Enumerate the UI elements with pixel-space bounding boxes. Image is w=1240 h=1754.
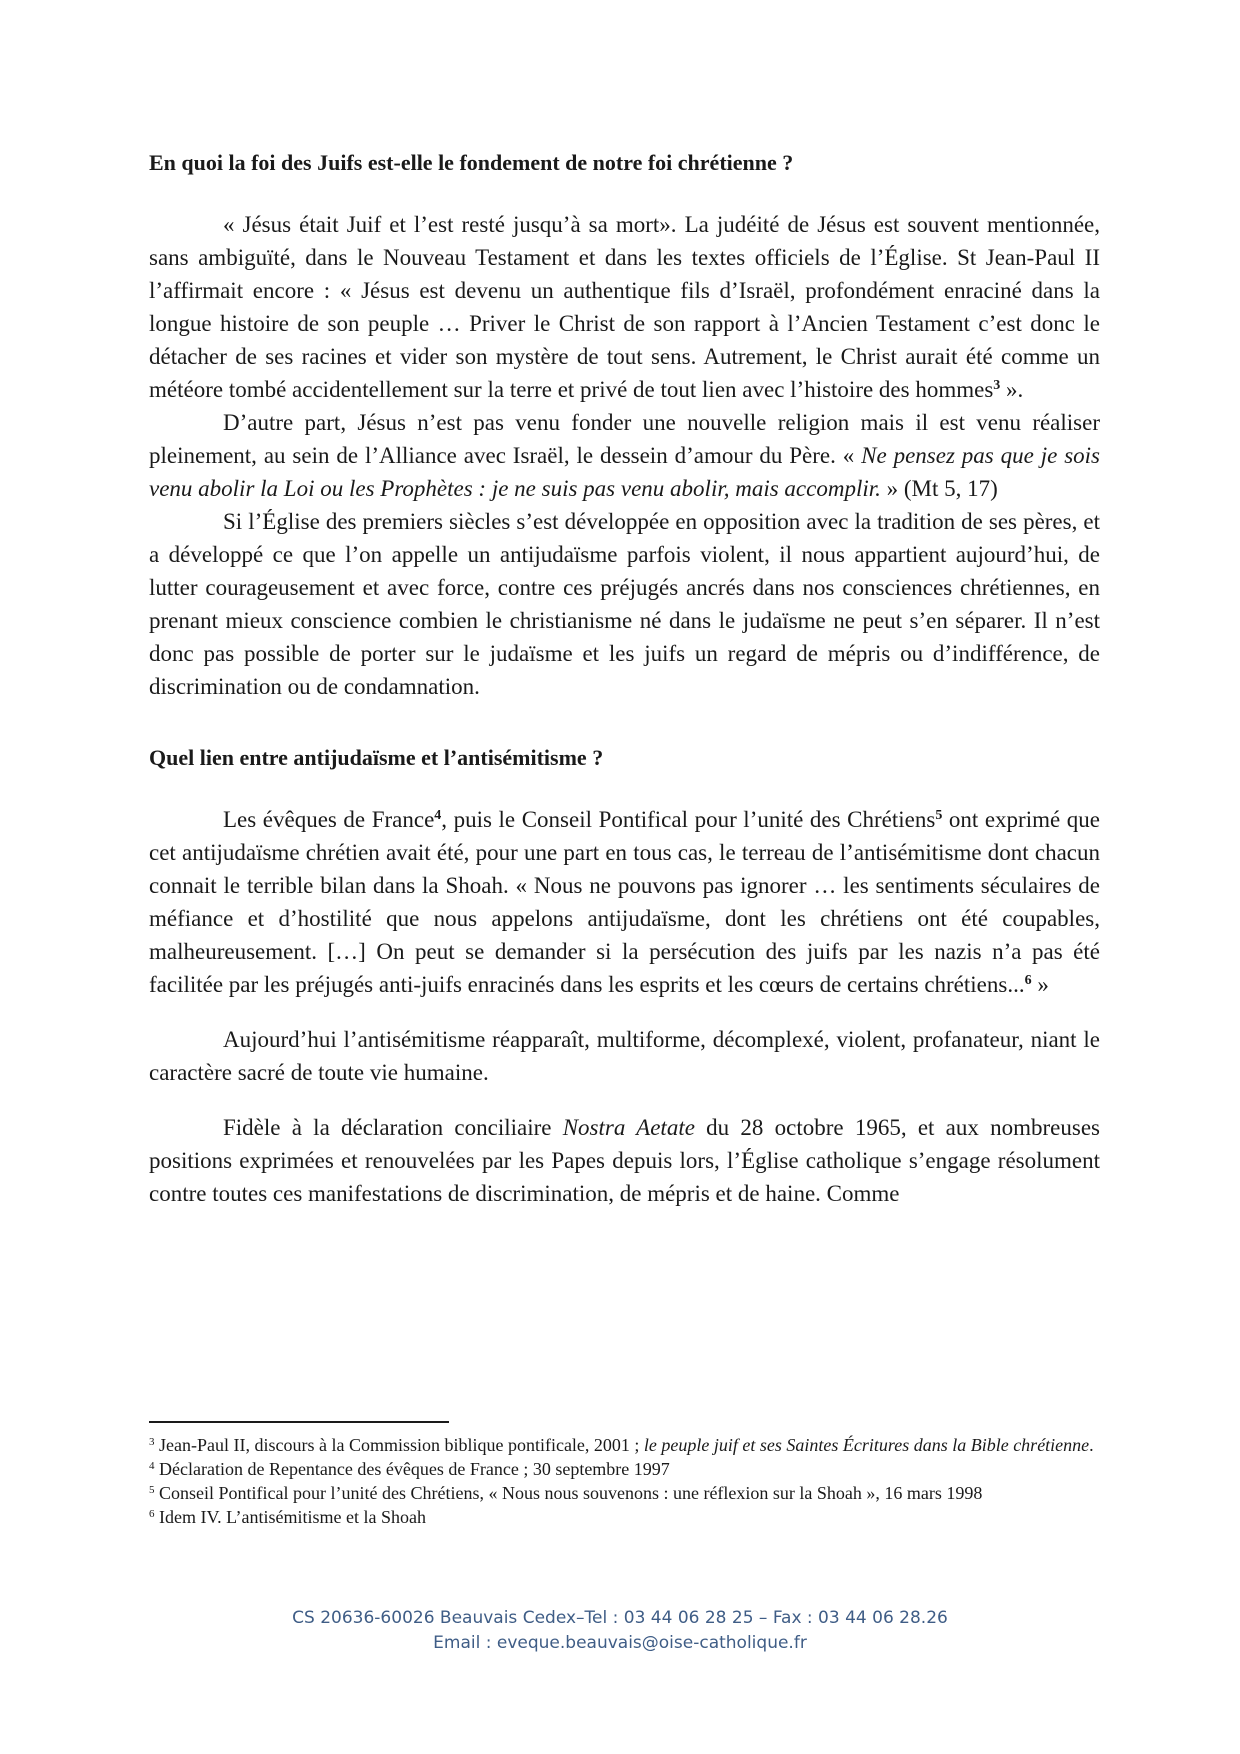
footnote-5: $^5$ Conseil Pontifical pour l’unité des Chrétiens, « Nous nous souvenons : une réflexion sur la Shoah », 16 mars 1998 (149, 1483, 983, 1503)
spacer (149, 703, 1100, 743)
footnote-3: $^3$ Jean-Paul II, discours à la Commission biblique pontificale, 2001 ; le peuple juif et ses Saintes Écritures dans la Bible chrétienne. (149, 1435, 1094, 1455)
section-heading-foi-des-juifs: En quoi la foi des Juifs est-elle le fondement de notre foi chrétienne ? (149, 150, 794, 175)
spacer (149, 773, 1100, 803)
footnote-ref[interactable]: 4 (434, 808, 442, 823)
footnote-ref[interactable]: 5 (935, 808, 943, 823)
footnote-separator (149, 1421, 449, 1423)
page-footer (0, 1606, 1240, 1656)
footnote-4: $^4$ Déclaration de Repentance des évêques de France ; 30 septembre 1997 (149, 1459, 670, 1479)
scripture-quote: Ne pensez pas que je sois venu abolir la Loi ou les Prophètes : je ne suis pas venu abolir, mais accomplir. (149, 443, 1100, 501)
footnote-6: $^6$ Idem IV. L’antisémitisme et la Shoah (149, 1507, 426, 1527)
paragraph: « Jésus était Juif et l’est resté jusqu’à sa mort». La judéité de Jésus est souvent mentionnée, sans ambiguïté, dans le Nouveau Testament et dans les textes officiels de l’Église. St Jean-Paul II l’affirmait encore : « Jésus est devenu un authentique fils d’Israël, profondément enraciné dans la longue histoire de son peuple … Priver le Christ de son rapport à l’Ancien Testament c’est donc le détacher de ses racines et vider son mystère de tout sens. Autrement, le Christ aurait été comme un météore tombé accidentellement sur la terre et privé de tout lien avec l’histoire des hommes$^3$ ». (149, 212, 1100, 402)
footnote-ref[interactable]: 3 (993, 378, 1001, 393)
footer-address: CS 20636-60026 Beauvais Cedex–Tel : 03 44 06 28 25 – Fax : 03 44 06 28.26 (292, 1608, 948, 1628)
spacer (149, 1089, 1100, 1111)
paragraph: Fidèle à la déclaration conciliaire Nostra Aetate du 28 octobre 1965, et aux nombreuses positions exprimées et renouvelées par les Papes depuis lors, l’Église catholique s’engage résolument contre toutes ces manifestations de discrimination, de mépris et de haine. Comme (149, 1115, 1100, 1206)
spacer (149, 178, 1100, 208)
main-text (149, 148, 1100, 1210)
paragraph: D’autre part, Jésus n’est pas venu fonder une nouvelle religion mais il est venu réaliser pleinement, au sein de l’Alliance avec Israël, le dessein d’amour du Père. « Ne pensez pas que je sois venu abolir la Loi ou les Prophètes : je ne suis pas venu abolir, mais accomplir. » (Mt 5, 17) (149, 410, 1100, 501)
paragraph: Si l’Église des premiers siècles s’est développée en opposition avec la tradition de ses pères, et a développé ce que l’on appelle un antijudaïsme parfois violent, il nous appartient aujourd’hui, de lutter courageusement et avec force, contre ces préjugés ancrés dans nos consciences chrétiennes, en prenant mieux conscience combien le christianisme né dans le judaïsme ne peut s’en séparer. Il n’est donc pas possible de porter sur le judaïsme et les juifs un regard de mépris ou d’indifférence, de discrimination ou de condamnation. (149, 509, 1100, 699)
footnotes (149, 1433, 1100, 1529)
footnote-ref[interactable]: 6 (1024, 973, 1032, 988)
spacer (149, 1001, 1100, 1023)
document-title: Nostra Aetate (562, 1115, 695, 1140)
footer-email[interactable]: Email : eveque.beauvais@oise-catholique.fr (433, 1633, 807, 1653)
section-heading-antijudaisme: Quel lien entre antijudaïsme et l’antisémitisme ? (149, 745, 604, 770)
paragraph: Les évêques de France$^4$, puis le Conseil Pontifical pour l’unité des Chrétiens$^5$ ont exprimé que cet antijudaïsme chrétien avait été, pour une part en tous cas, le terreau de l’antisémitisme dont chacun connait le terrible bilan dans la Shoah. « Nous ne pouvons pas ignorer … les sentiments séculaires de méfiance et d’hostilité que nous appelons antijudaïsme, dont les chrétiens ont été coupables, malheureusement. […] On peut se demander si la persécution des juifs par les nazis n’a pas été facilitée par les préjugés anti-juifs enracinés dans les esprits et les cœurs de certains chrétiens...$^6$ » (149, 807, 1100, 997)
paragraph: Aujourd’hui l’antisémitisme réapparaît, multiforme, décomplexé, violent, profanateur, niant le caractère sacré de toute vie humaine. (149, 1027, 1100, 1085)
